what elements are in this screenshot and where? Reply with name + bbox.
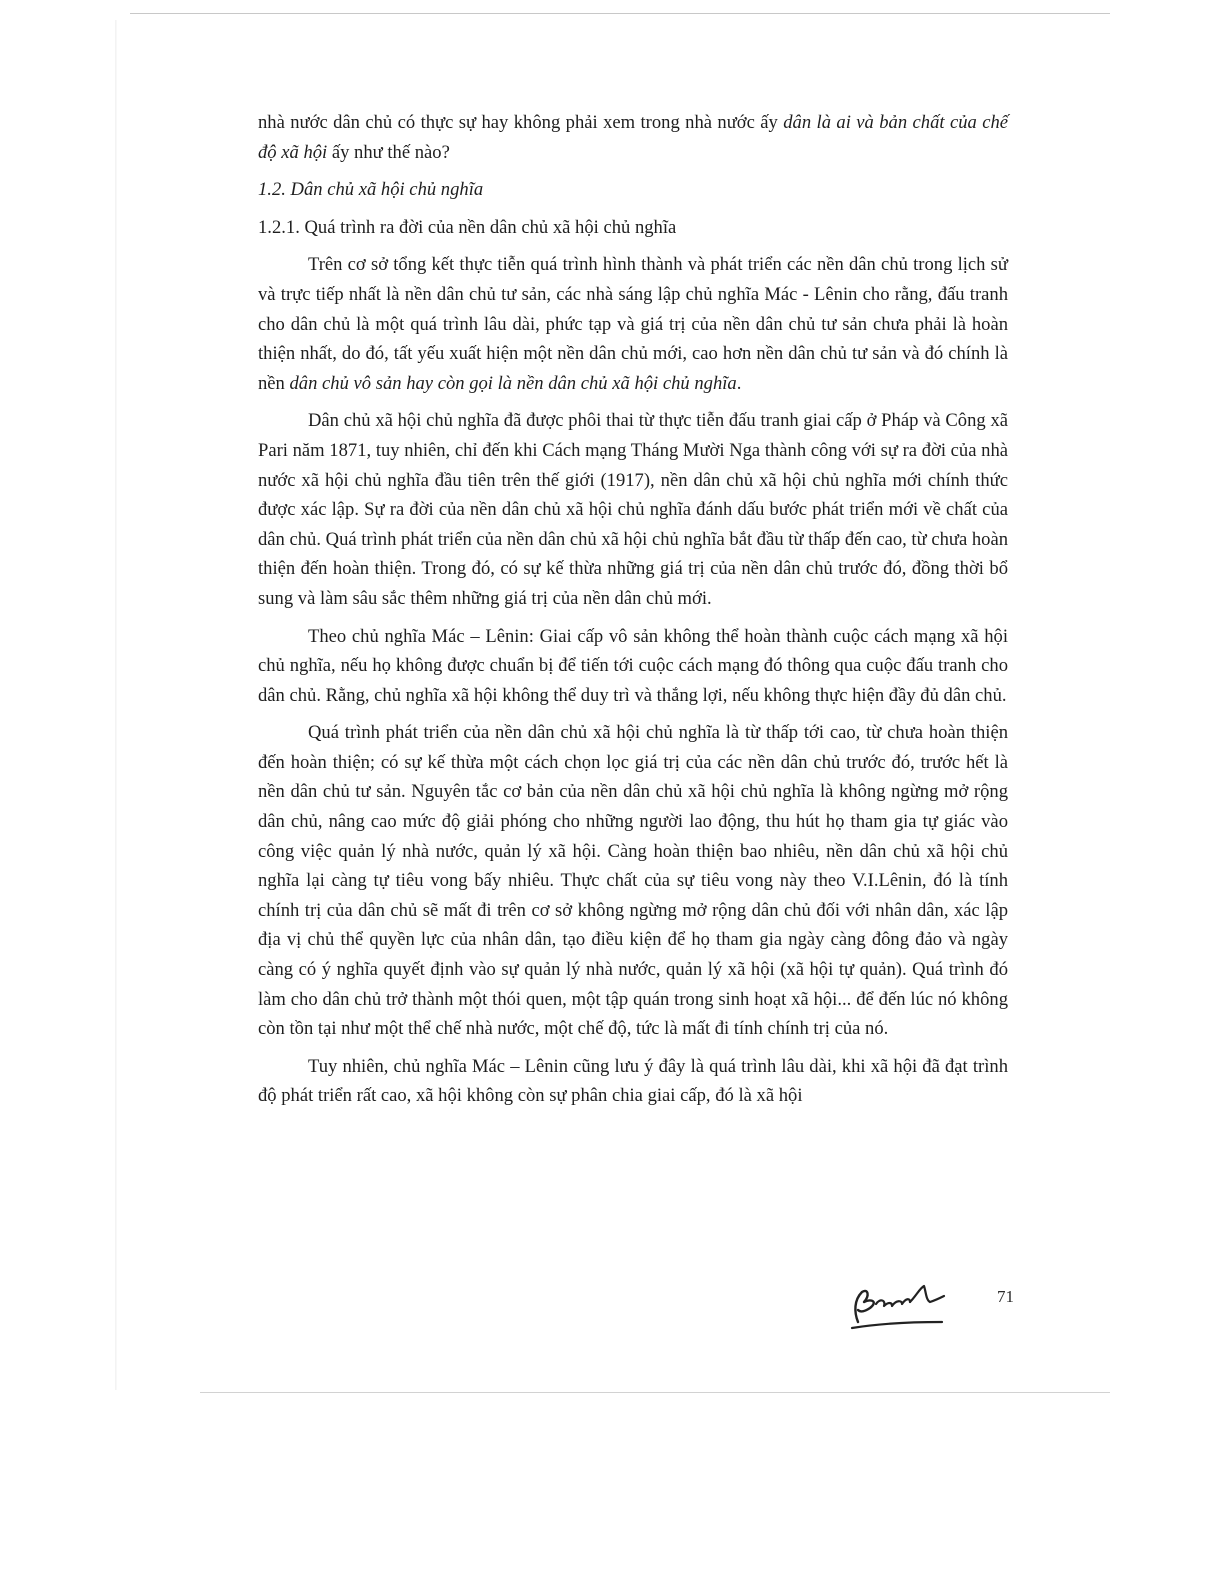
scan-bottom-edge <box>200 1392 1110 1393</box>
opening-italic: dân là ai và bản chất của chế độ xã hội <box>258 112 1009 163</box>
paragraph-3: Theo chủ nghĩa Mác – Lênin: Giai cấp vô sản không thể hoàn thành cuộc cách mạng xã hội chủ nghĩa, nếu họ không được chuẩn bị để tiến tới cuộc cách mạng đó thông qua cuộc đấu tranh cho dân chủ. Rằng, chủ nghĩa xã hội không thể duy trì và thắng lợi, nếu không thực hiện đầy đủ dân chủ. <box>258 625 1008 706</box>
opening-text-2: ấy như thế nào? <box>327 141 450 163</box>
subsection-heading: 1.2.1. Quá trình ra đời của nền dân chủ xã hội chủ nghĩa <box>258 216 677 238</box>
paragraph-1-end: . <box>736 372 742 394</box>
scan-left-edge <box>115 20 117 1390</box>
paragraph-1-italic: dân chủ vô sản hay còn gọi là nền dân chủ xã hội chủ nghĩa <box>289 372 737 394</box>
opening-text-1: nhà nước dân chủ có thực sự hay không phải xem trong nhà nước ấy <box>258 112 784 133</box>
paragraph-5: Tuy nhiên, chủ nghĩa Mác – Lênin cũng lưu ý đây là quá trình lâu dài, khi xã hội đã đạt trình độ phát triển rất cao, xã hội không còn sự phân chia giai cấp, đó là xã hội <box>258 1055 1008 1107</box>
page-number: 71 <box>997 1287 1014 1306</box>
paragraph-1-text: Trên cơ sở tổng kết thực tiễn quá trình hình thành và phát triển các nền dân chủ trong lịch sử và trực tiếp nhất là nền dân chủ tư sản, các nhà sáng lập chủ nghĩa Mác - Lênin cho rằng, đấu tranh cho dân chủ là một quá trình lâu dài, phức tạp và giá trị của nền dân chủ tư sản chưa phải là hoàn thiện nhất, do đó, tất yếu xuất hiện một nền dân chủ mới, cao hơn nền dân chủ tư sản và đó chính là nền <box>258 254 1008 394</box>
scan-top-edge <box>130 13 1110 14</box>
paragraph-2: Dân chủ xã hội chủ nghĩa đã được phôi thai từ thực tiễn đấu tranh giai cấp ở Pháp và Công xã Pari năm 1871, tuy nhiên, chỉ đến khi Cách mạng Tháng Mười Nga thành công với sự ra đời của nhà nước xã hội chủ nghĩa đầu tiên trên thế giới (1917), nền dân chủ xã hội chủ nghĩa mới chính thức được xác lập. Sự ra đời của nền dân chủ xã hội chủ nghĩa đánh dấu bước phát triển mới về chất của dân chủ. Quá trình phát triển của nền dân chủ xã hội chủ nghĩa bắt đầu từ thấp đến cao, từ chưa hoàn thiện đến hoàn thiện. Trong đó, có sự kế thừa những giá trị của nền dân chủ trước đó, đồng thời bổ sung và làm sâu sắc thêm những giá trị của nền dân chủ mới. <box>258 410 1008 609</box>
section-heading: 1.2. Dân chủ xã hội chủ nghĩa <box>258 179 484 201</box>
paragraph-4: Quá trình phát triển của nền dân chủ xã hội chủ nghĩa là từ thấp tới cao, từ chưa hoàn thiện đến hoàn thiện; có sự kế thừa một cách chọn lọc giá trị của các nền dân chủ trước đó, trước hết là nền dân chủ tư sản. Nguyên tắc cơ bản của nền dân chủ xã hội chủ nghĩa là không ngừng mở rộng dân chủ, nâng cao mức độ giải phóng cho những người lao động, thu hút họ tham gia tự giác vào công việc quản lý nhà nước, quản lý xã hội. Càng hoàn thiện bao nhiêu, nền dân chủ xã hội chủ nghĩa lại càng tự tiêu vong bấy nhiêu. Thực chất của sự tiêu vong này theo V.I.Lênin, đó là tính chính trị của dân chủ sẽ mất đi trên cơ sở không ngừng mở rộng dân chủ đối với nhân dân, xác lập địa vị chủ thể quyền lực của nhân dân, tạo điều kiện để họ tham gia ngày càng đông đảo và ngày càng có ý nghĩa quyết định vào sự quản lý nhà nước, quản lý xã hội (xã hội tự quản). Quá trình đó làm cho dân chủ trở thành một thói quen, một tập quán trong sinh hoạt xã hội... để đến lúc nó không còn tồn tại như một thể chế nhà nước, một chế độ, tức là mất đi tính chính trị của nó. <box>258 722 1008 1040</box>
handwritten-signature <box>840 1282 950 1334</box>
page-body <box>258 108 1008 1119</box>
paragraph-1 <box>258 250 1008 398</box>
opening-paragraph <box>258 108 1008 167</box>
